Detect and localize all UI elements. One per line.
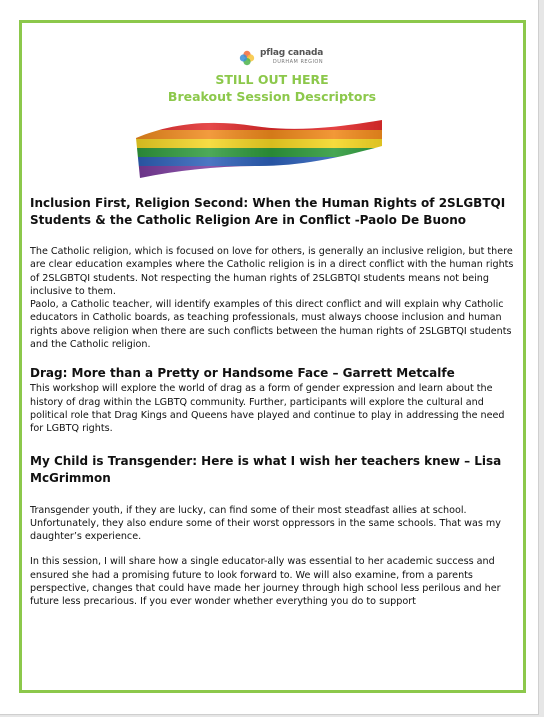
session-2-paragraph-1: This workshop will explore the world of drag as a form of gender expression and learn about the history of drag within the LGBTQ community. Further, participants will explore the cultural and political role that Drag Kings and Queens have played and continue to play in addressing the need for LGBTQ rights. [30, 383, 505, 435]
document-title: STILL OUT HERE [215, 72, 329, 87]
pflag-logo-icon [238, 49, 256, 67]
rainbow-flag-image [134, 116, 384, 180]
document-subtitle: Breakout Session Descriptors [167, 89, 377, 104]
session-1-paragraph-1: The Catholic religion, which is focused on love for others, is generally an inclusive religion, but there are clear education examples where the Catholic religion is in a direct conflict with the human rights of 2SLGBTQI students. Not respecting the human rights of 2SLGBTQI students means not being inclusive to them. [30, 246, 514, 297]
session-1-title: Inclusion First, Religion Second: When the Human Rights of 2SLGBTQI Students & the Catholic Religion Are in Conflict -Paolo De Buono [30, 196, 506, 227]
session-3-paragraph-2: In this session, I will share how a single educator-ally was essential to her academic success and ensured she had a promising future to look forward to. We will also examine, from a parents perspective, changes that could have made her journey through high school less perilous and her future less precarious. If you ever wonder whether everything you do to support [30, 556, 501, 608]
pflag-logo [238, 49, 323, 67]
logo-name: pflag canada [260, 48, 324, 58]
session-3-paragraph-1: Transgender youth, if they are lucky, can find some of their most steadfast allies at school. Unfortunately, they also endure some of their worst oppressors in the same schools. That was my daughter’s experience. [30, 504, 501, 543]
session-3-title: My Child is Transgender: Here is what I wish her teachers knew – Lisa McGrimmon [30, 453, 502, 485]
document-body [30, 192, 518, 609]
session-1-paragraph-2: Paolo, a Catholic teacher, will identify examples of this direct conflict and will explain why Catholic educators in Catholic boards, as teaching professionals, must always choose inclusion and human rights above religion when there are such conflicts between the human rights of 2SLGBTQI students and the Catholic religion. [30, 299, 512, 351]
session-2-title: Drag: More than a Pretty or Handsome Face – Garrett Metcalfe [30, 366, 455, 381]
logo-region: DURHAM REGION [272, 59, 324, 65]
